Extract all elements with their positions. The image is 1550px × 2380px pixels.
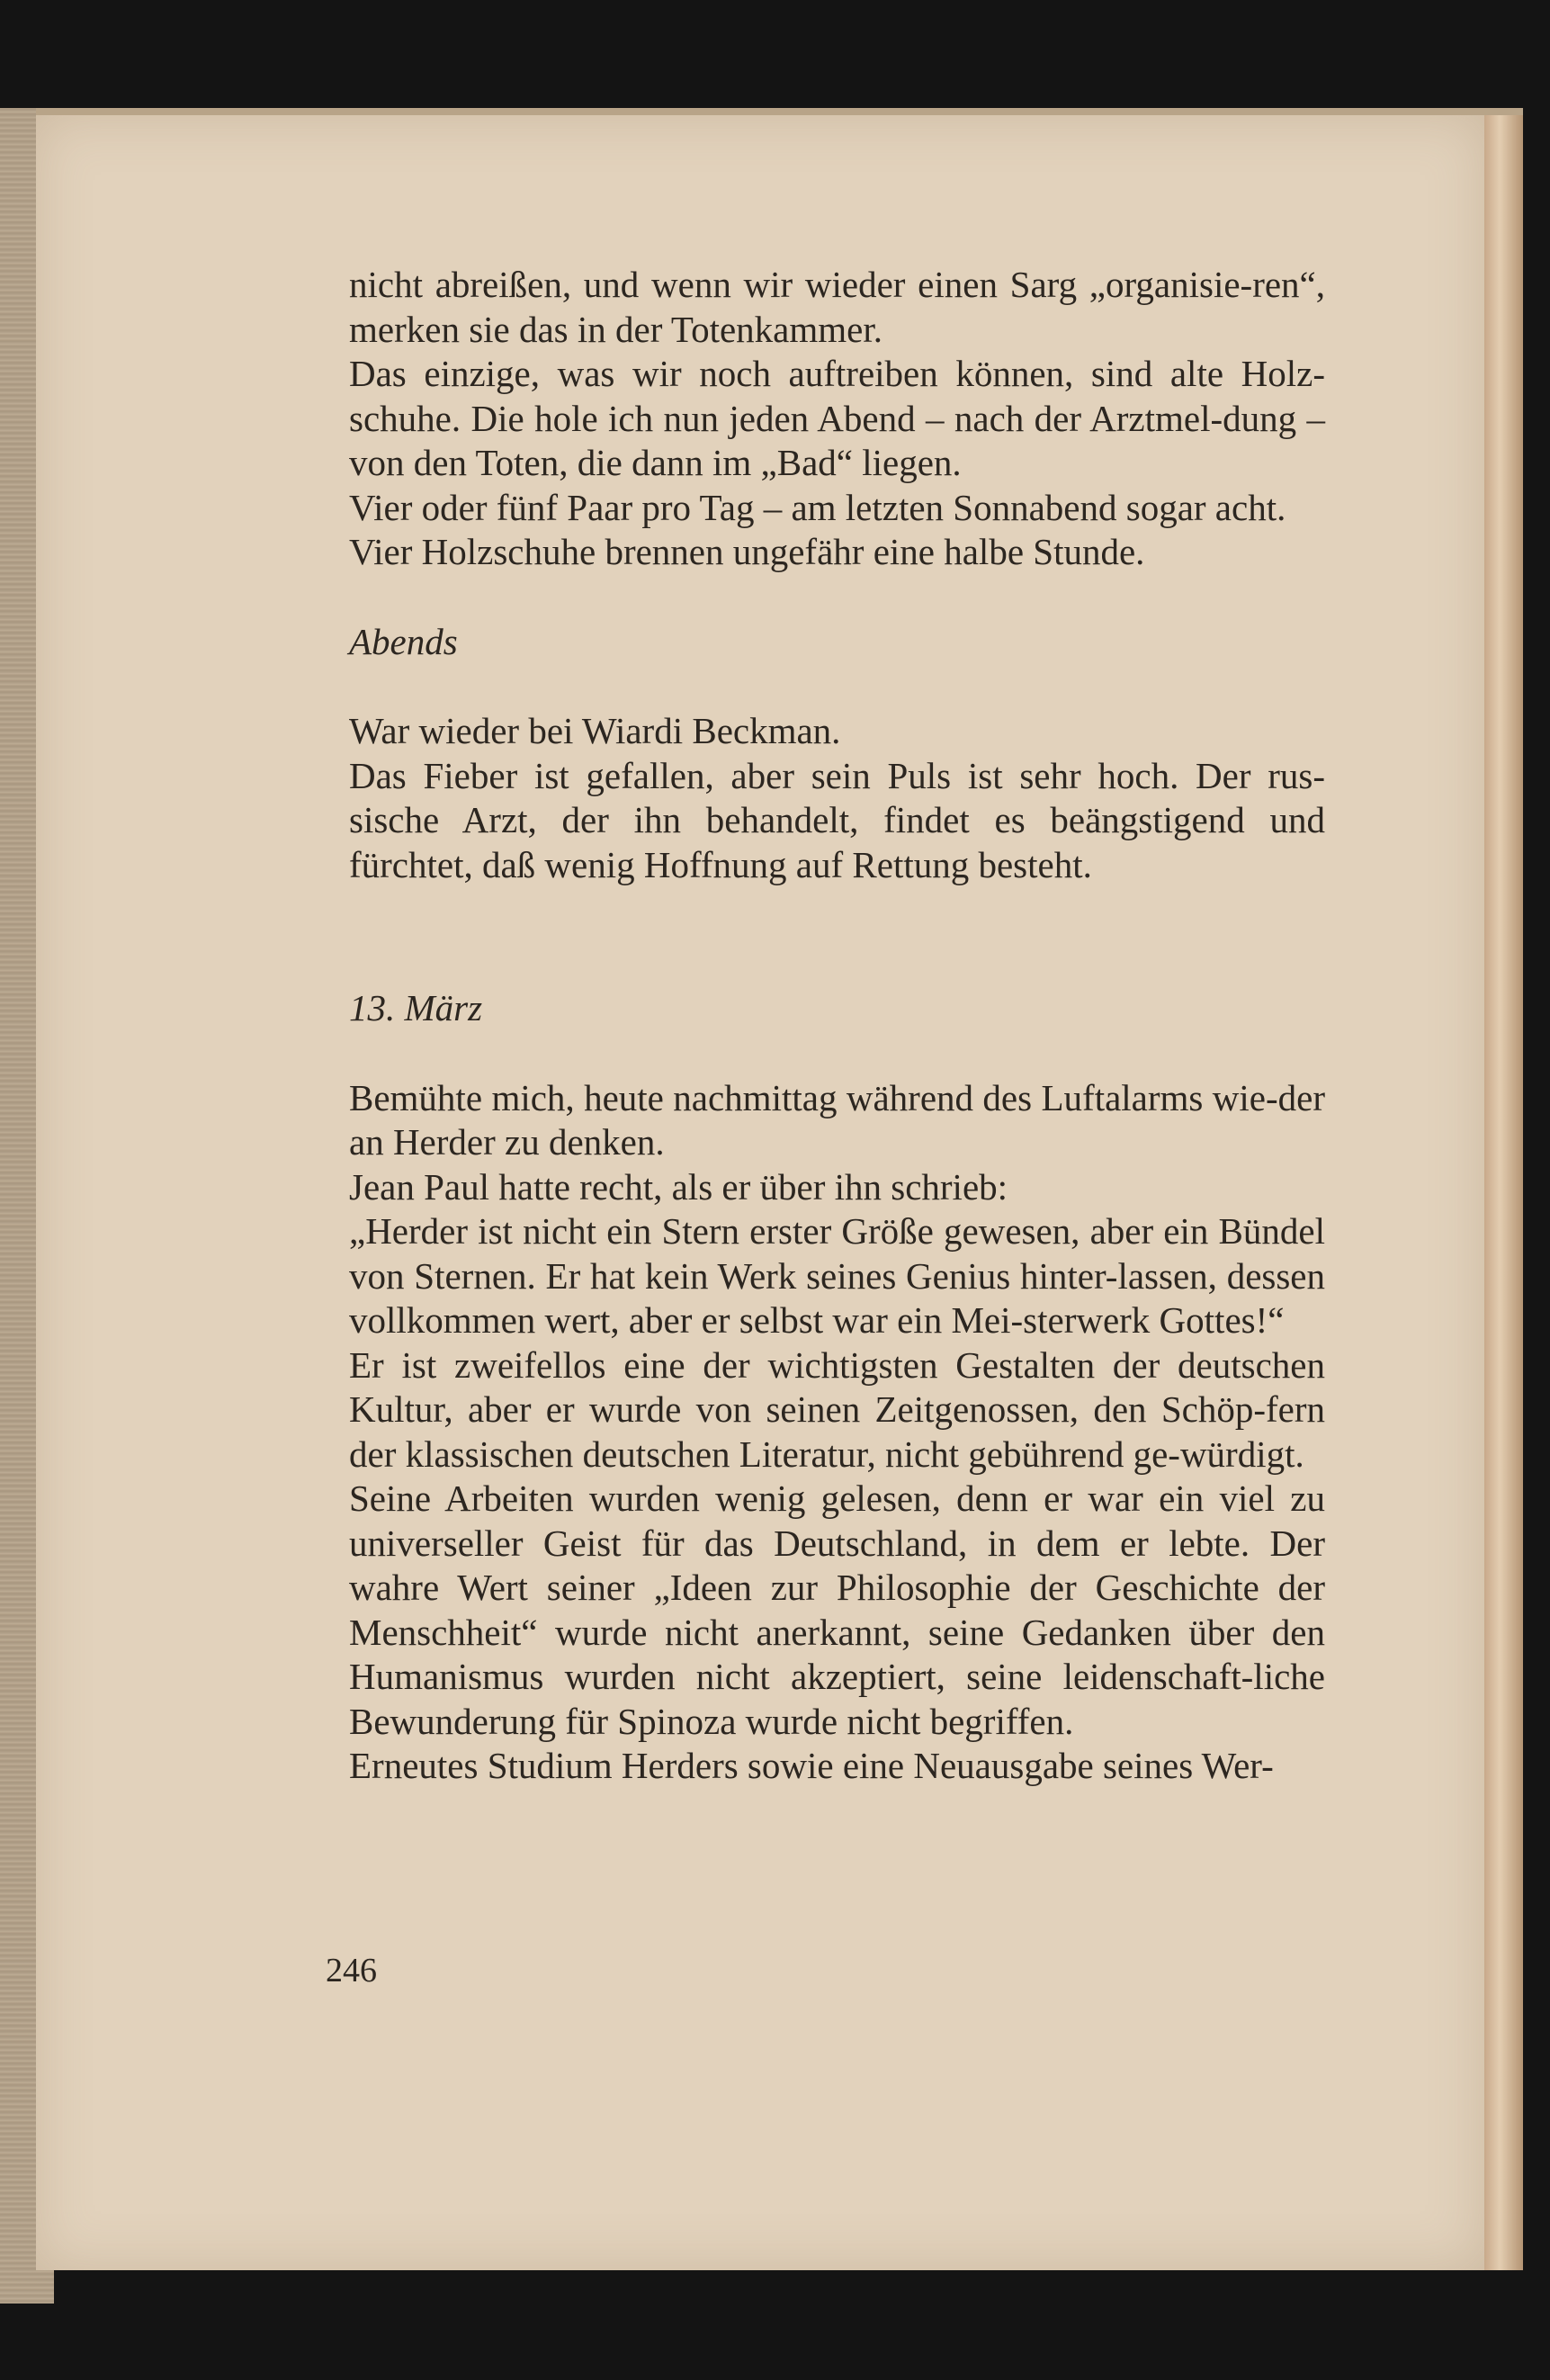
paragraph: War wieder bei Wiardi Beckman.: [349, 710, 841, 751]
paragraph: Das Fieber ist gefallen, aber sein Puls ist sehr hoch. Der rus-sische Arzt, der ihn behandelt, findet es beängstigend und fürchtet, daß wenig Hoffnung auf Rettung besteht.: [349, 754, 1325, 885]
paragraph: Vier oder fünf Paar pro Tag – am letzten Sonnabend sogar acht.: [349, 486, 1286, 528]
page-number: 246: [326, 1952, 377, 1989]
section-heading-abends: Abends: [349, 620, 458, 662]
paragraph: Erneutes Studium Herders sowie eine Neuausgabe seines Wer-: [349, 1745, 1274, 1786]
paragraph: Jean Paul hatte recht, als er über ihn schrieb:: [349, 1165, 1008, 1208]
page-text: [349, 263, 1325, 1789]
paragraph: Vier Holzschuhe brennen ungefähr eine halbe Stunde.: [349, 531, 1145, 572]
page-edge: [1484, 115, 1523, 2270]
paragraph: „Herder ist nicht ein Stern erster Größe gewesen, aber ein Bündel von Sternen. Er hat kein Werk seines Genius hinter-lassen, dessen vollkommen wert, aber er selbst war ein Mei-sterwerk Gottes!“: [349, 1210, 1325, 1341]
paragraph: Das einzige, was wir noch auftreiben können, sind alte Holz-schuhe. Die hole ich nun jeden Abend – nach der Arztmel-dung – von den Toten, die dann im „Bad“ liegen.: [349, 353, 1325, 483]
section-heading-date: 13. März: [349, 987, 483, 1028]
paragraph: Seine Arbeiten wurden wenig gelesen, denn er war ein viel zu universeller Geist für das Deutschland, in dem er lebte. Der wahre Wert seiner „Ideen zur Philosophie der Geschichte der Menschheit“ wurde nicht anerkannt, seine Gedanken über den Humanismus wurden nicht akzeptiert, seine leidenschaft-liche Bewunderung für Spinoza wurde nicht begriffen.: [349, 1477, 1325, 1742]
paragraph: nicht abreißen, und wenn wir wieder einen Sarg „organisie-ren“, merken sie das in der Totenkammer.: [349, 264, 1325, 350]
paragraph: Er ist zweifellos eine der wichtigsten Gestalten der deutschen Kultur, aber er wurde von seinen Zeitgenossen, den Schöp-fern der klassischen deutschen Literatur, nicht gebührend ge-würdigt.: [349, 1343, 1325, 1475]
paragraph: Bemühte mich, heute nachmittag während des Luftalarms wie-der an Herder zu denken.: [349, 1076, 1325, 1163]
